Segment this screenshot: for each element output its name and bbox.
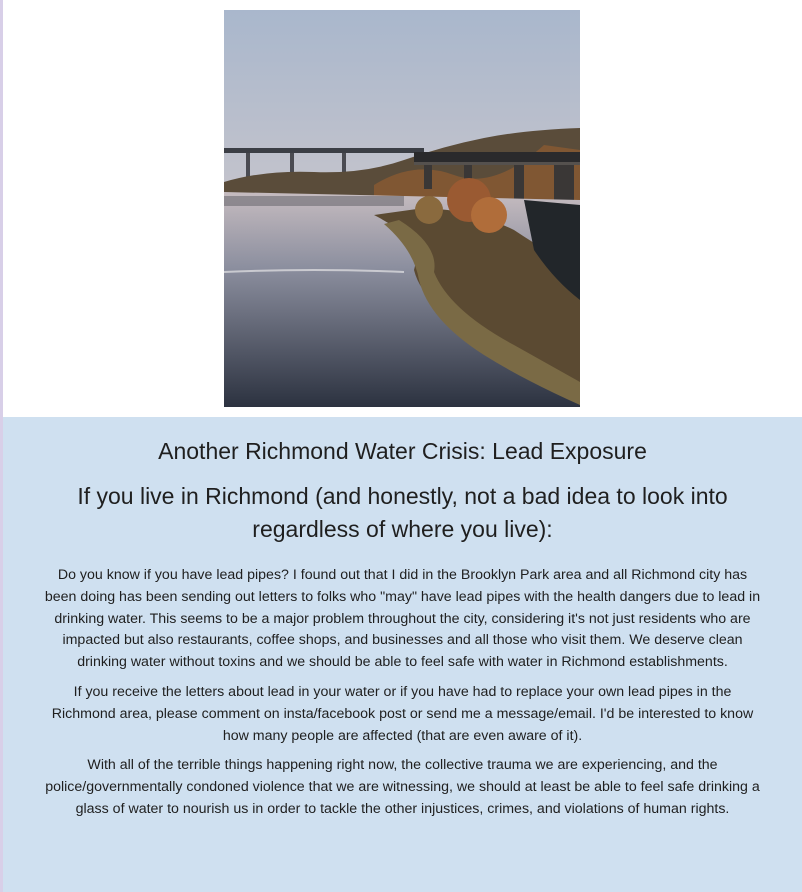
article-title: Another Richmond Water Crisis: Lead Exposure: [158, 438, 647, 464]
article-paragraph: Do you know if you have lead pipes? I found out that I did in the Brooklyn Park area and all Richmond city has been doing has been sending out letters to folks who "may" have lead pipes with the health dangers due to lead in drinking water. This seems to be a major problem throughout the city, considering it's not just residents who are impacted but also restaurants, coffee shops, and businesses and all those who visit them. We deserve clean drinking water without toxins and we should be able to feel safe with water in Richmond establishments.: [44, 567, 761, 671]
article-subtitle: If you live in Richmond (and honestly, not a bad idea to look into regardless of where you live):: [77, 483, 728, 542]
river-bridge-photo: [224, 10, 580, 407]
article-paragraph: If you receive the letters about lead in your water or if you have had to replace your own lead pipes in the Richmond area, please comment on insta/facebook post or send me a message/email. I'd be interested to know how many people are affected (that are even aware of it).: [51, 683, 754, 744]
article-panel: [3, 417, 802, 892]
article-paragraph: With all of the terrible things happening right now, the collective trauma we are experiencing, and the police/governmentally condoned violence that we are witnessing, we should at least be able to feel safe drinking a glass of water to nourish us in order to tackle the other injustices, crimes, and violations of human rights.: [45, 757, 760, 817]
